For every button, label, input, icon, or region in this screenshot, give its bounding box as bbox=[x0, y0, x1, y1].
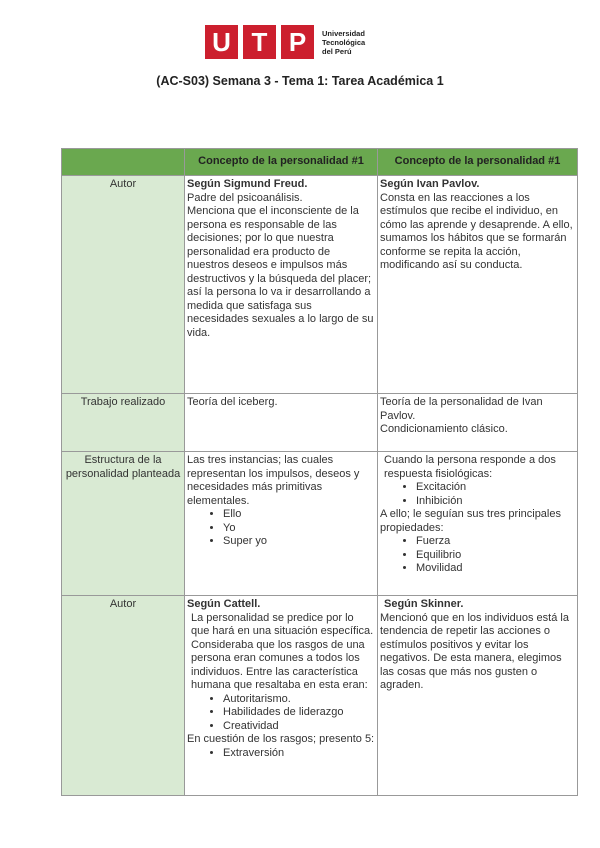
logo-letter-t: T bbox=[243, 25, 276, 59]
header-concept-1: Concepto de la personalidad #1 bbox=[185, 149, 378, 176]
list bbox=[187, 693, 375, 734]
table-row bbox=[62, 176, 578, 394]
header-empty bbox=[62, 149, 185, 176]
cell-text: Cuando la persona responde a dos respuesta fisiológicas: bbox=[384, 454, 556, 480]
cell-heading: Según Skinner. bbox=[384, 598, 464, 610]
list bbox=[380, 481, 575, 508]
cell-text: En cuestión de los rasgos; presento 5: bbox=[187, 733, 375, 745]
table-row bbox=[62, 394, 578, 452]
cell-text: Mencionó que en los individuos está la tendencia de repetir las acciones o estímulos positivos y evitar los negativos. De esta manera, elegimos las cosas que más nos gusten o agraden. bbox=[380, 611, 569, 691]
cell-freud-structure bbox=[185, 452, 378, 596]
university-line-2: Tecnológica bbox=[322, 37, 366, 47]
table-row bbox=[62, 452, 578, 596]
logo-letter-p: P bbox=[281, 25, 314, 59]
list-item: • Fuerza bbox=[416, 535, 575, 549]
cell-text: Teoría del iceberg. bbox=[185, 394, 378, 452]
list-item: • Equilibrio bbox=[416, 549, 575, 563]
list-item: • Ello bbox=[223, 508, 375, 522]
cell-heading: Según Sigmund Freud. bbox=[187, 178, 308, 190]
university-line-3: del Perú bbox=[322, 46, 352, 56]
list-item: • Super yo bbox=[223, 535, 375, 549]
list-item: • Autoritarismo. bbox=[223, 693, 375, 707]
row-label-trabajo: Trabajo realizado bbox=[62, 394, 185, 452]
list bbox=[187, 508, 375, 549]
cell-text: Consta en las reacciones a los estímulos que recibe el individuo, en cómo las aprende y desaprende. A ello, sumamos los hábitos que se formarán conforme se repita la acción, modificando así su conducta. bbox=[380, 191, 573, 271]
list-item: • Extraversión bbox=[223, 747, 375, 761]
personality-table bbox=[61, 148, 578, 796]
page-title: (AC-S03) Semana 3 - Tema 1: Tarea Académica 1 bbox=[156, 74, 444, 88]
cell-pavlov bbox=[378, 176, 578, 394]
list-item: • Inhibición bbox=[416, 495, 575, 509]
list bbox=[187, 747, 375, 761]
university-name bbox=[322, 29, 365, 56]
cell-pavlov-structure bbox=[378, 452, 578, 596]
table-row bbox=[62, 596, 578, 796]
row-label-autor-2: Autor bbox=[62, 596, 185, 796]
header-concept-2: Concepto de la personalidad #1 bbox=[378, 149, 578, 176]
list-item: • Creatividad bbox=[223, 720, 375, 734]
utp-logo bbox=[205, 24, 365, 60]
university-line-1: Universidad bbox=[322, 28, 365, 38]
logo-letter-u: U bbox=[205, 25, 238, 59]
cell-heading: Según Cattell. bbox=[187, 598, 261, 610]
cell-heading: Según Ivan Pavlov. bbox=[380, 178, 480, 190]
list-item: • Movilidad bbox=[416, 562, 575, 576]
cell-cattell bbox=[185, 596, 378, 796]
cell-skinner bbox=[378, 596, 578, 796]
cell-text: Padre del psicoanálisis. Menciona que el inconsciente de la persona es responsable de las decisiones; por lo que nuestra personalidad era producto de nuestros deseos e impulsos más destructivos y la búsqueda del placer; así la persona lo va ir desarrollando a medida que satisfaga sus necesidades sexuales a lo largo de su vida. bbox=[187, 191, 374, 339]
cell-text: Las tres instancias; las cuales representan los impulsos, deseos y necesidades más primitivas elementales. bbox=[187, 454, 360, 507]
list bbox=[380, 535, 575, 576]
cell-text: Teoría de la personalidad de Ivan Pavlov. Condicionamiento clásico. bbox=[378, 394, 578, 452]
list-item: • Excitación bbox=[416, 481, 575, 495]
cell-freud bbox=[185, 176, 378, 394]
row-label-autor: Autor bbox=[62, 176, 185, 394]
table-header-row bbox=[62, 149, 578, 176]
row-label-estructura: Estructura de la personalidad planteada bbox=[62, 452, 185, 596]
cell-text: A ello; le seguían sus tres principales propiedades: bbox=[380, 508, 561, 534]
list-item: • Habilidades de liderazgo bbox=[223, 706, 375, 720]
cell-text: La personalidad se predice por lo que hará en una situación específica. Consideraba que los rasgos de una persona eran comunes a todos los individuos. Entre las característica humana que resaltaba en esta eran: bbox=[191, 611, 374, 691]
list-item: • Yo bbox=[223, 522, 375, 536]
